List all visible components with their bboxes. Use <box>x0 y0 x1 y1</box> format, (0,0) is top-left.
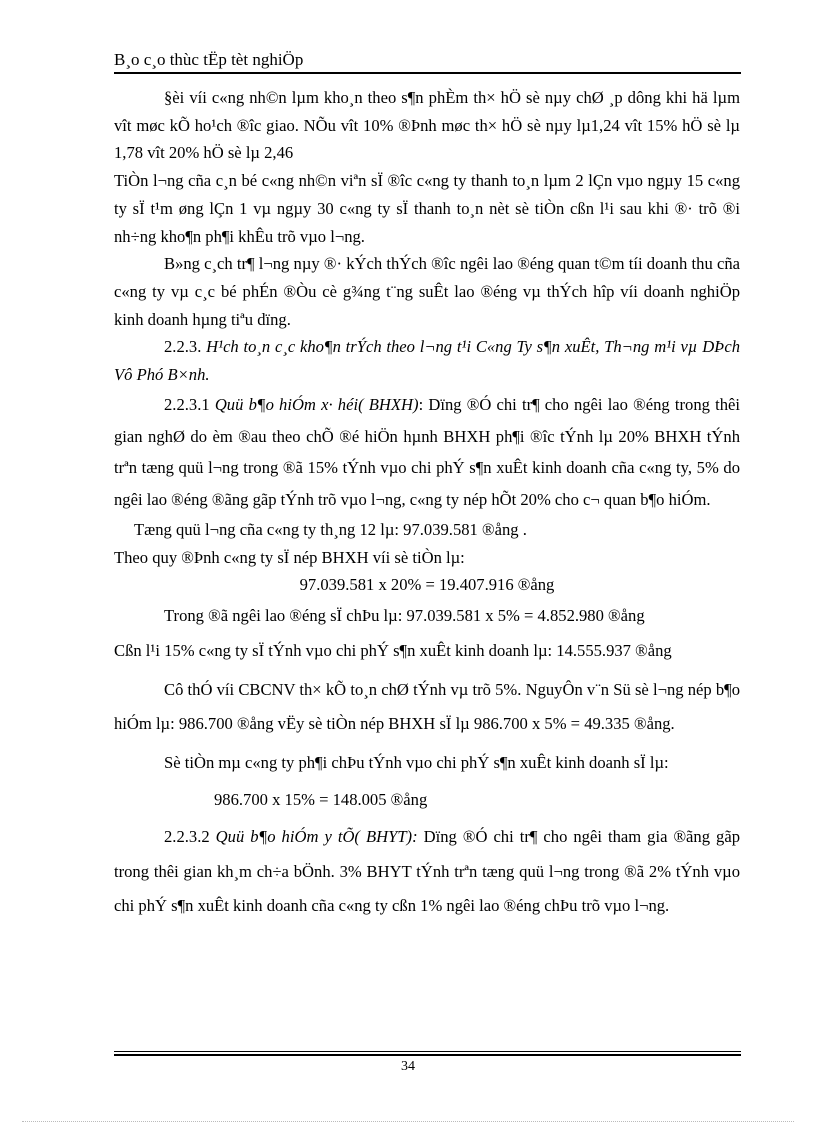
page-edge <box>22 1121 794 1122</box>
section-text: Dïng ®Ó chi tr¶ cho ngêi tham gia ®ãng gãp trong thêi gian kh¸m ch÷a bÖnh. 3% BHYT tÝnh trªn tæng quü l¬ng trong ®ã 2% tÝnh vµo chi phÝ s¶n xuÊt kinh doanh cña c«ng ty cßn 1% ngêi lao ®éng chÞu trõ vµo l¬ng. <box>114 826 740 916</box>
section-2-2-3-2 <box>114 820 740 924</box>
document-body <box>114 84 740 924</box>
footer-rule <box>114 1051 741 1052</box>
page-header: B¸o c¸o thùc tËp tèt nghiÖp <box>114 50 304 69</box>
section-text: : Dïng ®Ó chi tr¶ cho ngêi lao ®éng trong thêi gian nghØ do èm ®au theo chÕ ®é hiÖn hµnh BHXH ph¶i ®îc tÝnh lµ 20% BHXH tÝnh trªn tæng quü l¬ng trong ®ã 15% tÝnh vµo chi phÝ s¶n xuÊt kinh doanh cña c«ng ty, 5% do ngêi lao ®éng ®ãng gãp tÝnh trõ vµo l¬ng, c«ng ty nép hÕt 20% cho c¬ quan b¶o hiÓm. <box>114 394 740 510</box>
section-title: Quü b¶o hiÓm x· héi( BHXH) <box>214 394 419 414</box>
section-number: 2.2.3. <box>164 337 202 357</box>
section-title: Quü b¶o hiÓm y tÕ( BHYT): <box>215 826 418 846</box>
section-heading-2-2-3 <box>114 333 740 388</box>
paragraph: Cßn l¹i 15% c«ng ty sÏ tÝnh vµo chi phÝ s¶n xuÊt kinh doanh lµ: 14.555.937 ®ång <box>114 640 672 660</box>
header-rule <box>114 72 741 74</box>
section-title: H¹ch to¸n c¸c kho¶n trÝch theo l¬ng t¹i C«ng Ty s¶n xuÊt, Th¬ng m¹i vµ DÞch Vô Phó B×nh. <box>114 337 740 385</box>
paragraph: Tæng quü l¬ng cña c«ng ty th¸ng 12 lµ: 97.039.581 ®ång . <box>134 519 527 539</box>
calculation: 986.700 x 15% = 148.005 ®ång <box>214 790 428 810</box>
page-number: 34 <box>401 1059 415 1074</box>
section-2-2-3-1 <box>114 389 740 516</box>
calculation: 97.039.581 x 20% = 19.407.916 ®ång <box>299 575 555 595</box>
paragraph: Cô thÓ víi CBCNV th× kÕ to¸n chØ tÝnh vµ trõ 5%. NguyÔn v¨n Sü sè l¬ng nép b¶o hiÓm lµ: 986.700 ®ång vËy sè tiÒn nép BHXH sÏ lµ 986.700 x 5% = 49.335 ®ång. <box>114 679 740 734</box>
paragraph: Theo quy ®Þnh c«ng ty sÏ nép BHXH víi sè tiÒn lµ: <box>114 547 465 567</box>
paragraph: §èi víi c«ng nh©n lµm kho¸n theo s¶n phÈm th× hÖ sè nµy chØ ¸p dông khi hä lµm vît møc kÕ ho¹ch ®îc giao. NÕu vît 10% ®Þnh møc th× hÖ sè nµy lµ1,24 vît 15% hÖ sè lµ 1,78 vît 20% hÖ sè lµ 2,46 <box>114 88 740 163</box>
paragraph: TiÒn l¬ng cña c¸n bé c«ng nh©n viªn sÏ ®îc c«ng ty thanh to¸n lµm 2 lÇn vµo ngµy 15 c«ng ty sÏ t¹m øng lÇn 1 vµ ngµy 30 c«ng ty sÏ thanh to¸n nèt sè tiÒn cßn l¹i sau khi ®· trõ ®i nh÷ng kho¶n ph¶i khÊu trõ vµo l¬ng. <box>114 171 740 246</box>
paragraph: Trong ®ã ngêi lao ®éng sÏ chÞu lµ: 97.039.581 x 5% = 4.852.980 ®ång <box>164 606 645 626</box>
section-number: 2.2.3.1 <box>164 394 210 414</box>
footer-rule <box>114 1054 741 1056</box>
paragraph: Sè tiÒn mµ c«ng ty ph¶i chÞu tÝnh vµo chi phÝ s¶n xuÊt kinh doanh sÏ lµ: <box>164 753 669 773</box>
section-number: 2.2.3.2 <box>164 826 210 846</box>
paragraph: B»ng c¸ch tr¶ l¬ng nµy ®· kÝch thÝch ®îc ngêi lao ®éng quan t©m tíi doanh thu cña c«ng ty vµ c¸c bé phÉn ®Òu cè g¾ng t¨ng suÊt lao ®éng vµ thÝch hîp víi doanh nghiÖp kinh doanh hµng tiªu dïng. <box>114 254 740 329</box>
